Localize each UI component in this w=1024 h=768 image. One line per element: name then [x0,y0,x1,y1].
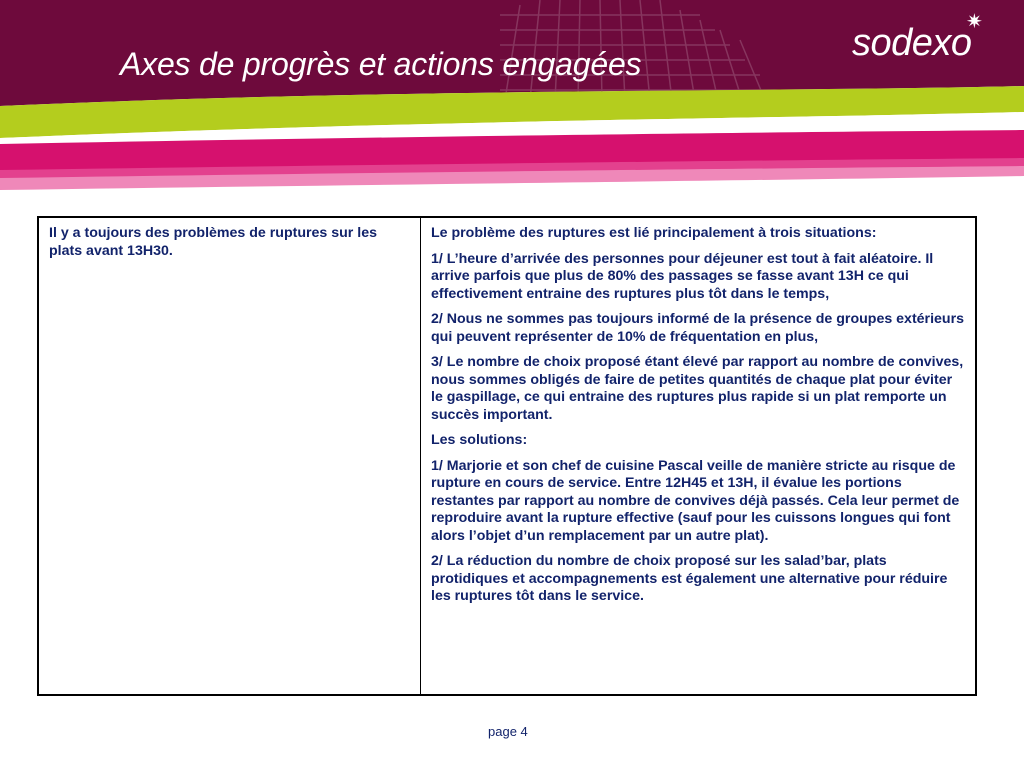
solutions-heading: Les solutions: [431,432,528,448]
actions-point-3: 3/ Le nombre de choix proposé étant élevé par rapport au nombre de convives, nous sommes obligés de faire de petites quantités de chaque plat pour éviter le gaspillage, ce qui entraine des ruptures plus rapide si un plat remporte un succès important. [431,354,964,423]
table-cell-actions [421,218,975,694]
page-title: Axes de progrès et actions engagées [120,46,642,82]
actions-point-2: 2/ Nous ne sommes pas toujours informé de la présence de groupes extérieurs qui peuvent représenter de 10% de fréquentation en plus, [431,311,964,345]
solution-2: 2/ La réduction du nombre de choix proposé sur les salad’bar, plats protidiques et accompagnements est également une alternative pour réduire les ruptures tôt dans le service. [431,553,948,604]
header-banner [0,0,1024,190]
page-number: page 4 [488,724,528,739]
actions-intro: Le problème des ruptures est lié principalement à trois situations: [431,225,877,241]
actions-point-1: 1/ L’heure d’arrivée des personnes pour déjeuner est tout à fait aléatoire. Il arrive parfois que plus de 80% des passages se fasse avant 13H ce qui effectivement entraine des ruptures plus tôt dans le temps, [431,250,934,302]
solution-1: 1/ Marjorie et son chef de cuisine Pascal veille de manière stricte au risque de rupture en cours de service. Entre 12H45 et 13H, il évalue les portions restantes par rapport au nombre de convives déjà passés. Cela leur permet de reproduire avant la rupture effective (sauf pour les cuissons longues qui font alors l’objet d’un remplacement par un autre plat). [431,457,960,544]
issue-text: Il y a toujours des problèmes de ruptures sur les plats avant 13H30. [49,225,377,259]
content-table [37,216,977,696]
sodexo-logo: sodexo [852,22,972,64]
logo-star-icon: ✷ [966,11,983,33]
table-cell-issue [39,218,421,694]
